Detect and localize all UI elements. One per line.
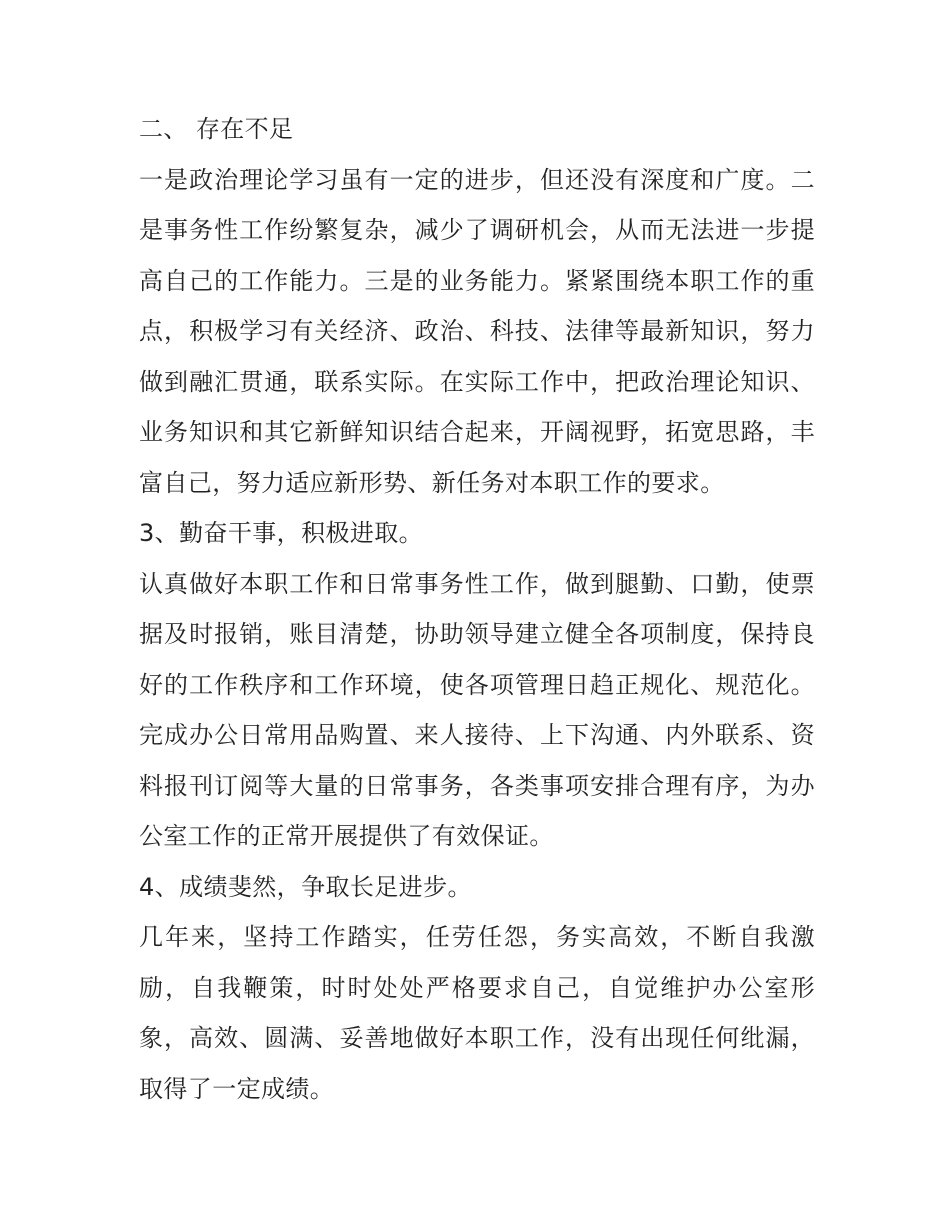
section-heading-diligence: 3、勤奋干事，积极进取。: [139, 519, 424, 547]
paragraph-shortcomings: 一是政治理论学习虽有一定的进步，但还没有深度和广度。二是事务性工作纷繁复杂，减少了调研机会，从而无法进一步提高自己的工作能力。三是的业务能力。紧紧围绕本职工作的重点，积极学习有关经济、政治、科技、法律等最新知识，努力做到融汇贯通，联系实际。在实际工作中，把政治理论知识、业务知识和其它新鲜知识结合起来，开阔视野，拓宽思路，丰富自己，努力适应新形势、新任务对本职工作的要求。: [139, 165, 815, 497]
section-heading-achievements: 4、成绩斐然，争取长足进步。: [139, 872, 472, 901]
paragraph-diligence: 认真做好本职工作和日常事务性工作，做到腿勤、口勤，使票据及时报销，账目清楚，协助领导建立健全各项制度，保持良好的工作秩序和工作环境，使各项管理日趋正规化、规范化。完成办公日常用品购置、来人接待、上下沟通、内外联系、资料报刊订阅等大量的日常事务，各类事项安排合理有序，为办公室工作的正常开展提供了有效保证。: [139, 569, 815, 850]
section-heading-shortcomings: 二、 存在不足: [139, 115, 294, 143]
paragraph-achievements: 几年来，坚持工作踏实，任劳任怨，务实高效，不断自我激励，自我鞭策，时时处处严格要求自己，自觉维护办公室形象，高效、圆满、妥善地做好本职工作，没有出现任何纰漏，取得了一定成绩。: [139, 923, 815, 1103]
document-body: [139, 104, 815, 1114]
